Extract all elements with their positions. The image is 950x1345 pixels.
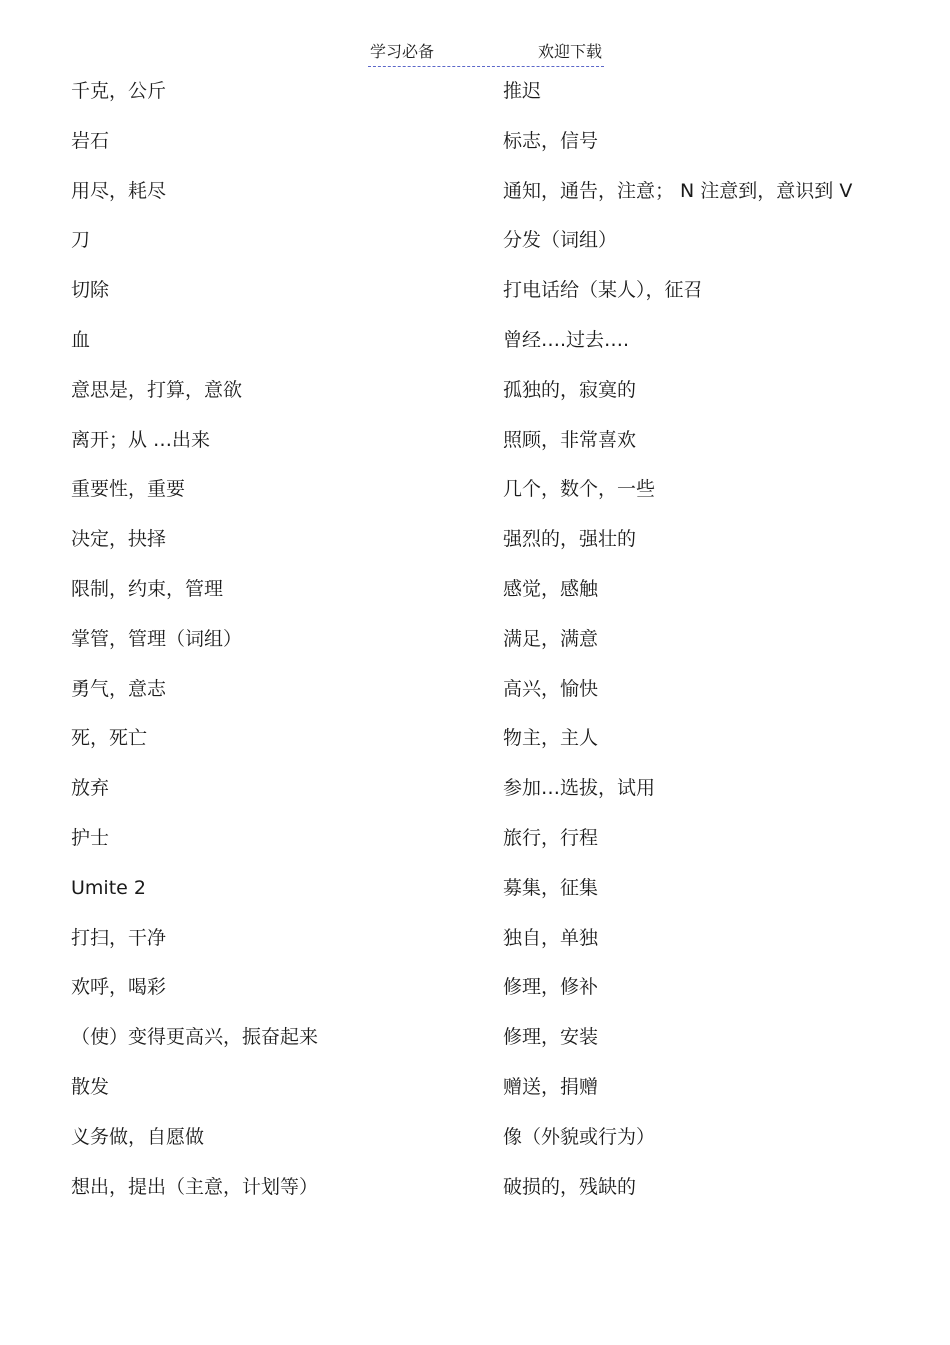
vocab-entry: 勇气，意志 [71, 677, 167, 700]
vocab-entry: 千克，公斤 [71, 80, 167, 102]
vocab-entry: 高兴，愉快 [503, 677, 599, 700]
vocab-entry: 旅行，行程 [503, 826, 599, 849]
vocab-entry: 意思是，打算，意欲 [71, 378, 243, 401]
vocab-entry: 掌管，管理（词组） [71, 627, 243, 650]
vocab-entry: 推迟 [503, 80, 542, 102]
vocab-entry: 修理，安装 [503, 1026, 599, 1049]
vocab-entry: 打电话给（某人），征召 [503, 279, 703, 302]
vocab-entry: 感觉，感触 [503, 577, 599, 600]
vocab-entry: 放弃 [71, 777, 110, 800]
vocab-entry: 散发 [71, 1075, 110, 1098]
vocab-entry: 想出，提出（主意，计划等） [71, 1175, 319, 1198]
header-left-text: 学习必备 [370, 42, 435, 61]
vocab-entry: 通知，通告，注意； N 注意到，意识到 V [503, 179, 853, 202]
vocab-entry: 赠送，捐赠 [503, 1075, 599, 1098]
vocab-entry: 几个，数个，一些 [503, 478, 656, 501]
vocab-entry: （使）变得更高兴，振奋起来 [71, 1026, 319, 1049]
vocab-entry: 物主，主人 [503, 727, 599, 750]
right-vocab-column [503, 75, 943, 1220]
vocab-entry: 孤独的，寂寞的 [503, 378, 637, 401]
vocab-entry: 重要性，重要 [71, 478, 186, 501]
vocab-entry: 破损的，残缺的 [503, 1175, 637, 1198]
vocab-entry: 血 [71, 328, 91, 351]
vocab-entry: 标志，信号 [503, 129, 599, 152]
vocab-entry: 离开；从 …出来 [71, 428, 211, 451]
vocab-entry: 修理，修补 [503, 976, 599, 999]
vocab-entry: 义务做，自愿做 [71, 1125, 205, 1148]
vocab-entry: 刀 [71, 229, 91, 252]
vocab-entry: 分发（词组） [503, 229, 618, 252]
vocab-entry: 像（外貌或行为） [503, 1125, 656, 1148]
page-header [368, 40, 604, 67]
vocab-entry: 打扫，干净 [71, 926, 167, 949]
vocab-entry: 参加…选拔，试用 [503, 777, 656, 800]
left-vocab-column [71, 75, 471, 1220]
vocab-entry: 死，死亡 [71, 727, 148, 750]
vocab-entry: 决定，抉择 [71, 528, 167, 551]
vocab-entry: 用尽，耗尽 [71, 179, 167, 202]
vocab-entry: 满足，满意 [503, 627, 599, 650]
vocab-entry: 切除 [71, 279, 110, 302]
vocab-entry: 欢呼，喝彩 [71, 976, 167, 999]
vocab-entry: 限制，约束，管理 [71, 577, 224, 600]
vocab-entry: 照顾，非常喜欢 [503, 428, 637, 451]
vocab-entry: 护士 [71, 826, 110, 849]
header-right-text: 欢迎下载 [537, 42, 602, 61]
vocab-entry: 强烈的，强壮的 [503, 528, 637, 551]
vocab-entry: 募集，征集 [503, 876, 599, 899]
vocab-entry: 曾经….过去…. [503, 328, 630, 351]
vocab-entry: 独自，单独 [503, 926, 599, 949]
unit-heading: Umite 2 [71, 876, 146, 899]
vocab-entry: 岩石 [71, 129, 110, 152]
